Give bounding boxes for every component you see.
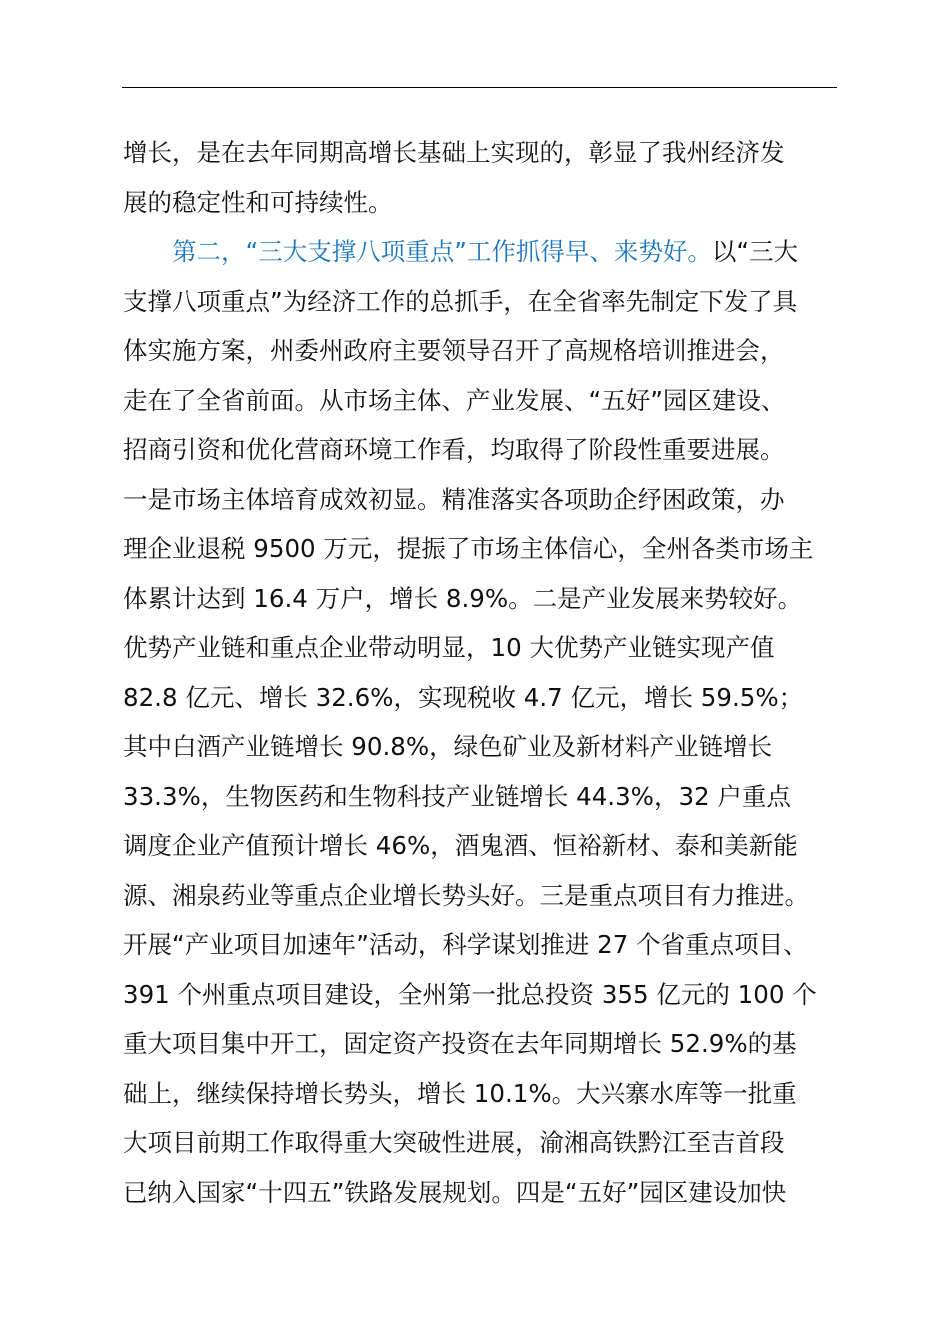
- text-line: 82.8 亿元、增长 32.6%，实现税收 4.7 亿元，增长 59.5%；: [123, 682, 804, 712]
- text-line: 础上，继续保持增长势头，增长 10.1%。大兴寨水库等一批重: [123, 1078, 797, 1108]
- text-line: 一是市场主体培育成效初显。精准落实各项助企纾困政策，办: [123, 484, 785, 514]
- text-line: 其中白酒产业链增长 90.8%，绿色矿业及新材料产业链增长: [123, 732, 773, 761]
- text-line: 大项目前期工作取得重大突破性进展，渝湘高铁黔江至吉首段: [123, 1128, 785, 1157]
- text-line: 招商引资和优化营商环境工作看，均取得了阶段性重要进展。: [123, 435, 785, 464]
- header-rule: [122, 87, 837, 88]
- text-line: 调度企业产值预计增长 46%，酒鬼酒、恒裕新材、泰和美新能: [123, 831, 798, 860]
- text-line: 已纳入国家“十四五”铁路发展规划。四是“五好”园区建设加快: [123, 1177, 787, 1207]
- heading-tail-text: 以“三大: [711, 237, 799, 266]
- document-body: [123, 128, 837, 1217]
- text-line: 391 个州重点项目建设，全州第一批总投资 355 亿元的 100 个: [123, 979, 817, 1009]
- text-line: 体实施方案，州委州政府主要领导召开了高规格培训推进会，: [123, 336, 785, 365]
- text-line: 重大项目集中开工，固定资产投资在去年同期增长 52.9%的基: [123, 1029, 797, 1058]
- text-line: 开展“产业项目加速年”活动，科学谋划推进 27 个省重点项目、: [123, 930, 808, 959]
- paragraph-heading-line: [123, 227, 837, 277]
- text-line: 优势产业链和重点企业带动明显，10 大优势产业链实现产值: [123, 633, 775, 662]
- text-line: 源、湘泉药业等重点企业增长势头好。三是重点项目有力推进。: [123, 880, 809, 910]
- section-heading: 第二，“三大支撑八项重点”工作抓得早、来势好。: [172, 237, 712, 266]
- text-line: 33.3%，生物医药和生物科技产业链增长 44.3%，32 户重点: [123, 781, 791, 811]
- text-line: 支撑八项重点”为经济工作的总抓手，在全省率先制定下发了具: [123, 286, 798, 316]
- text-line: 增长，是在去年同期高增长基础上实现的，彰显了我州经济发: [123, 138, 785, 167]
- text-line: 体累计达到 16.4 万户，增长 8.9%。二是产业发展来势较好。: [123, 583, 803, 613]
- text-line: 走在了全省前面。从市场主体、产业发展、“五好”园区建设、: [123, 385, 786, 415]
- text-line: 展的稳定性和可持续性。: [123, 187, 393, 217]
- text-line: 理企业退税 9500 万元，提振了市场主体信心，全州各类市场主: [123, 534, 814, 563]
